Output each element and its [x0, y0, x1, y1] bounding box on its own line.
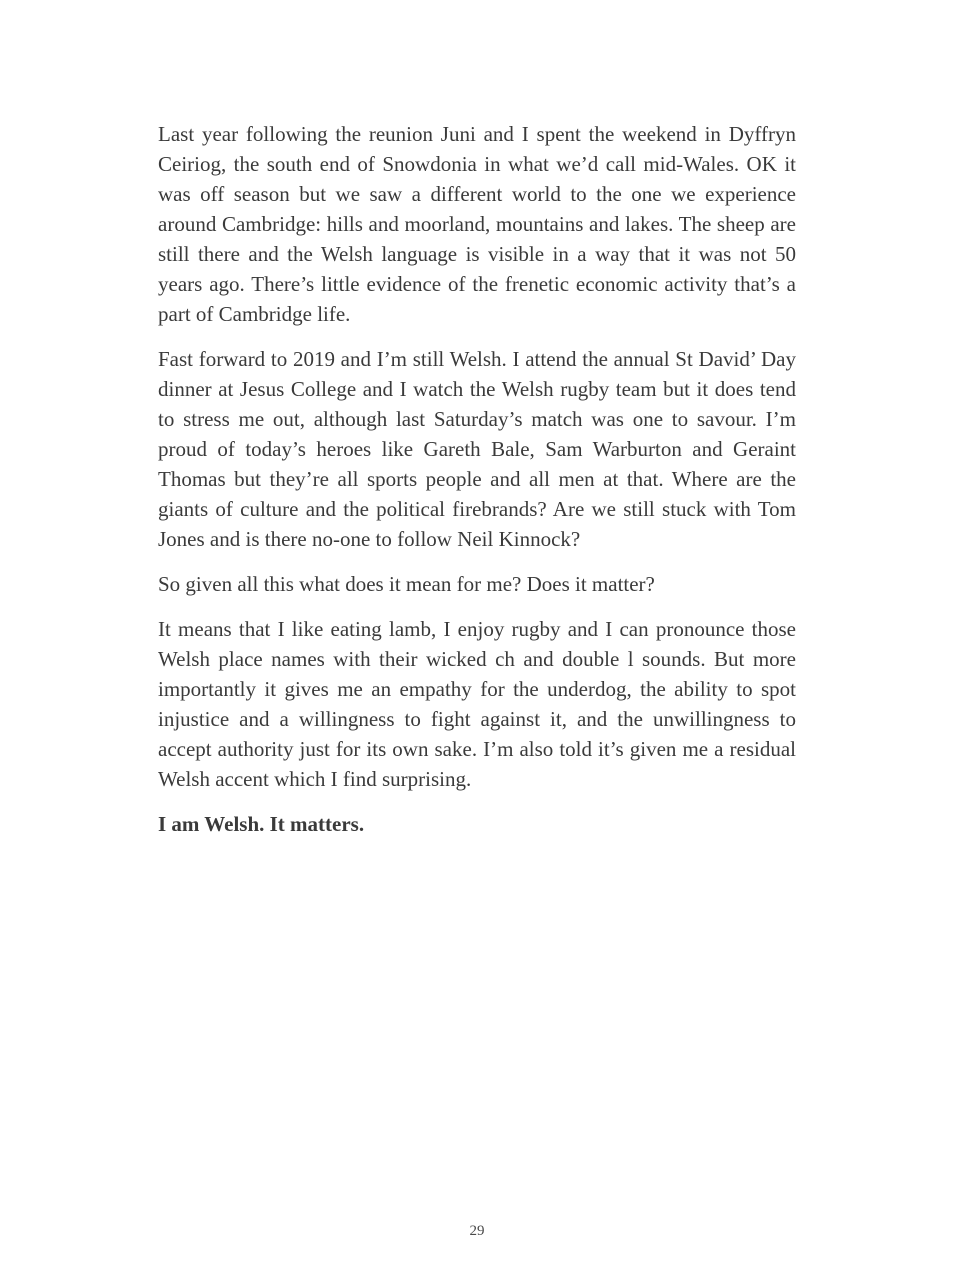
- page-body: [158, 119, 796, 854]
- paragraph-fast-forward: Fast forward to 2019 and I’m still Welsh. I attend the annual St David’ Day dinner at Jesus College and I watch the Welsh rugby team but it does tend to stress me out, although last Saturday’s match was one to savour. I’m proud of today’s heroes like Gareth Bale, Sam Warburton and Geraint Thomas but they’re all sports people and all men at that. Where are the giants of culture and the political firebrands? Are we still stuck with Tom Jones and is there no-one to follow Neil Kinnock?: [158, 347, 796, 551]
- page-number: 29: [469, 1223, 485, 1239]
- paragraph-reunion: Last year following the reunion Juni and I spent the weekend in Dyffryn Ceiriog, the south end of Snowdonia in what we’d call mid-Wales. OK it was off season but we saw a different world to the one we experience around Cambridge: hills and moorland, mountains and lakes. The sheep are still there and the Welsh language is visible in a way that it was not 50 years ago. There’s little evidence of the frenetic economic activity that’s a part of Cambridge life.: [158, 122, 796, 326]
- closing-line: I am Welsh. It matters.: [158, 812, 365, 836]
- paragraph-question: So given all this what does it mean for me? Does it matter?: [158, 572, 655, 596]
- paragraph-meaning: It means that I like eating lamb, I enjoy rugby and I can pronounce those Welsh place names with their wicked ch and double l sounds. But more importantly it gives me an empathy for the underdog, the ability to spot injustice and a willingness to fight against it, and the unwillingness to accept authority just for its own sake. I’m also told it’s given me a residual Welsh accent which I find surprising.: [158, 617, 796, 791]
